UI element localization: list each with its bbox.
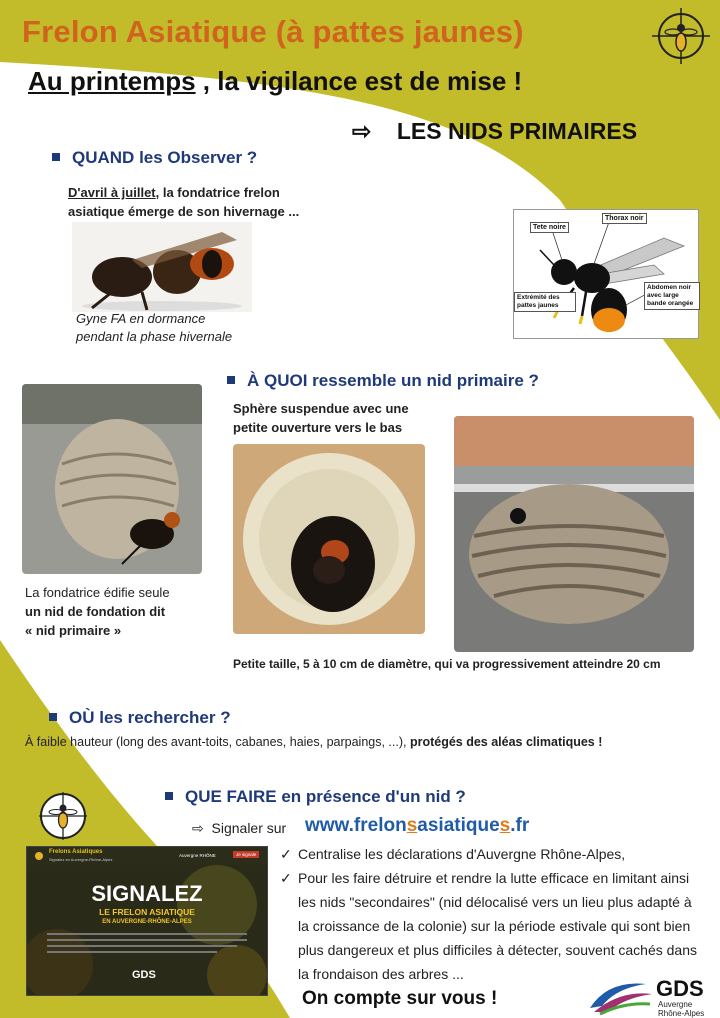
quand-heading	[52, 148, 257, 168]
website-text-line	[47, 951, 217, 953]
action-item: ✓ Pour les faire détruire et rendre la lutte efficace en limitant ainsi les nids "secondaires" (nid délocalisé vers un lieu plus adapté à la croissance de la colonie) sur la période estivale qui sont bien plus dangereux et plus difficiles à détecter, souvent cachés dans la frondaison des arbres ...	[280, 866, 700, 986]
fondatrice-line1: La fondatrice édifie seule	[25, 585, 170, 600]
primary-nest-photo-1	[22, 384, 202, 574]
arrow-icon: ⇨	[192, 820, 204, 836]
website-header	[27, 847, 267, 866]
action-item: ✓ Centralise les déclarations d'Auvergne Rhône-Alpes,	[280, 842, 700, 866]
gds-swoosh-icon	[584, 976, 656, 1016]
website-gds-logo: GDS	[132, 969, 156, 981]
gds-logo-text: GDS	[656, 976, 704, 1001]
nids-heading	[352, 118, 637, 145]
ou-text	[25, 735, 602, 749]
website-big-line3: EN AUVERGNE-RHÔNE-ALPES	[102, 919, 192, 925]
quefaire-heading-rest: en présence d'un nid ?	[276, 787, 466, 806]
arrow-icon: ⇨	[352, 118, 372, 144]
url-part5: .fr	[510, 815, 530, 836]
fondatrice-line2: un nid de fondation dit	[25, 604, 166, 619]
website-header-title: Frelons Asiatiques	[49, 849, 103, 855]
gds-logo-sub2: Rhône-Alpes	[658, 1009, 705, 1018]
url-part4: s	[499, 815, 511, 836]
bullet-icon	[227, 376, 235, 384]
ou-text-normal: À faible hauteur (long des avant-toits, cabanes, haies, parpaings, ...),	[25, 735, 410, 749]
signal-line	[192, 820, 286, 837]
quand-intro-rest: , la fondatrice frelon asiatique émerge de son hivernage ...	[68, 185, 300, 219]
hornet-diagram	[513, 209, 699, 339]
nids-heading-text: LES NIDS PRIMAIRES	[396, 118, 638, 144]
bullet-icon	[49, 713, 57, 721]
quoi-heading-bold: À QUOI	[247, 371, 308, 390]
bullet-icon	[165, 792, 173, 800]
diagram-label-thorax: Thorax noir	[602, 213, 647, 224]
quefaire-heading-bold: QUE FAIRE	[185, 787, 277, 806]
url-part1: www.frelon	[305, 815, 407, 836]
website-text-line	[47, 939, 247, 941]
website-logo-icon	[35, 852, 43, 860]
page-title: Frelon Asiatique (à pattes jaunes)	[22, 14, 524, 49]
subtitle-season: Au printemps	[28, 66, 196, 96]
sphere-description: Sphère suspendue avec une petite ouverture vers le bas	[233, 401, 409, 435]
nest-size-text: Petite taille, 5 à 10 cm de diamètre, qui va progressivement atteindre 20 cm	[233, 657, 661, 671]
url-part2: s	[406, 815, 418, 836]
page-subtitle	[28, 66, 522, 97]
hornet-target-icon	[36, 790, 90, 842]
website-big-title: SIGNALEZ	[91, 881, 203, 906]
quoi-heading	[227, 371, 539, 391]
diagram-label-legs: Extrémité des pattes jaunes	[514, 292, 576, 312]
website-big-line2: LE FRELON ASIATIQUE	[99, 907, 195, 917]
website-header-button: Je signale	[233, 851, 259, 858]
quoi-heading-rest: ressemble un nid primaire ?	[307, 371, 539, 390]
ou-heading-bold: OÙ	[69, 708, 95, 727]
quefaire-heading	[165, 787, 466, 807]
website-link[interactable]	[305, 815, 529, 837]
website-header-region: Auvergne RHÔNE	[179, 853, 216, 858]
bullet-icon	[52, 153, 60, 161]
gds-logo-sub1: Auvergne	[658, 1000, 693, 1009]
dormant-caption-line2: pendant la phase hivernale	[76, 329, 233, 344]
quand-intro-period: D'avril à juillet	[68, 185, 156, 200]
primary-nest-photo-2	[233, 444, 425, 634]
hornet-logo-icon	[646, 4, 716, 68]
quand-heading-bold: QUAND	[72, 148, 135, 167]
ou-heading	[49, 708, 231, 728]
ou-text-bold: protégés des aléas climatiques !	[409, 735, 603, 749]
url-part3: asiatique	[417, 815, 500, 836]
quand-heading-rest: les Observer ?	[134, 148, 258, 167]
quand-intro	[68, 183, 328, 221]
actions-list	[280, 842, 700, 986]
website-header-sub: Signalez en Auvergne-Rhône-Alpes	[49, 857, 113, 862]
footer-slogan: On compte sur vous !	[302, 988, 498, 1009]
ou-heading-rest: les rechercher ?	[94, 708, 231, 727]
website-text-line	[47, 933, 247, 935]
primary-nest-photo-3	[454, 416, 694, 652]
dormant-caption-line1: Gyne FA en dormance	[76, 311, 206, 326]
diagram-label-head: Tete noire	[530, 222, 569, 233]
fondatrice-line3: « nid primaire »	[25, 623, 122, 638]
dormant-hornet-photo	[72, 222, 252, 312]
website-screenshot	[26, 846, 268, 996]
subtitle-rest: , la vigilance est de mise !	[195, 66, 523, 96]
website-text-line	[47, 945, 237, 947]
signal-label: Signaler sur	[211, 820, 287, 836]
diagram-label-abdomen: Abdomen noir avec large bande orangée	[644, 282, 700, 310]
